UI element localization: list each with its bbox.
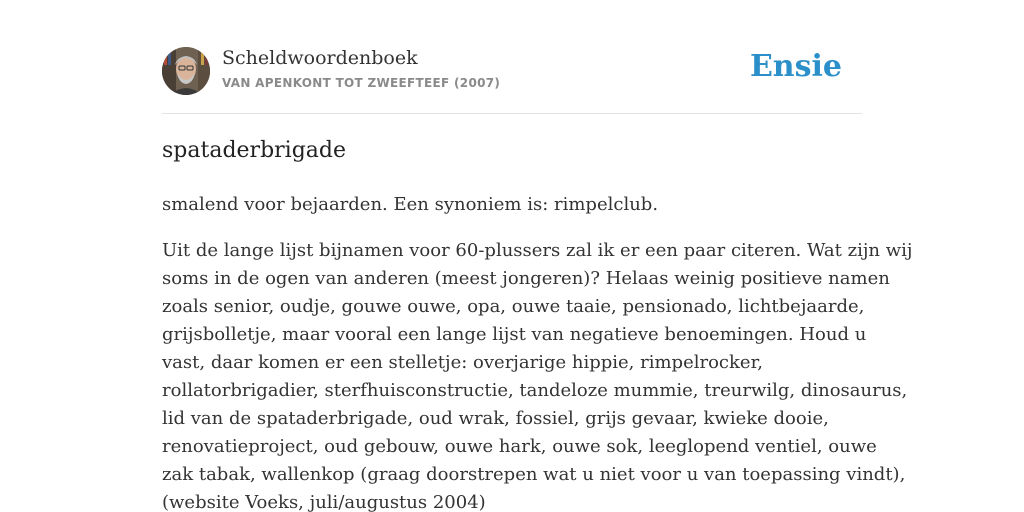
author-subtitle: VAN APENKONT TOT ZWEEFTEEF (2007) [222, 76, 501, 90]
body-line: lid van de spataderbrigade, oud wrak, fossiel, grijs gevaar, kwieke dooie, [162, 408, 829, 429]
entry-body [162, 237, 913, 512]
ensie-logo[interactable]: Ensie [749, 49, 842, 84]
entry-definition: smalend voor bejaarden. Een synoniem is: rimpelclub. [162, 194, 659, 215]
body-line: Uit de lange lijst bijnamen voor 60-plussers zal ik er een paar citeren. Wat zijn wij [162, 240, 913, 261]
author-portrait-icon [162, 47, 210, 95]
body-line: vast, daar komen er een stelletje: overjarige hippie, rimpelrocker, [162, 352, 763, 373]
entry-title: spataderbrigade [162, 138, 347, 163]
author-name[interactable]: Scheldwoordenboek [222, 47, 418, 69]
header-divider [162, 113, 862, 114]
body-line: zoals senior, oudje, gouwe ouwe, opa, ouwe taaie, pensionado, lichtbejaarde, [162, 296, 865, 317]
body-line: (website Voeks, juli/augustus 2004) [162, 492, 486, 512]
body-line: soms in de ogen van anderen (meest jongeren)? Helaas weinig positieve namen [162, 268, 890, 289]
body-line: rollatorbrigadier, sterfhuisconstructie, tandeloze mummie, treurwilg, dinosaurus, [162, 380, 908, 401]
body-line: zak tabak, wallenkop (graag doorstrepen wat u niet voor u van toepassing vindt), [162, 464, 906, 485]
entry-header [162, 46, 862, 98]
author-avatar[interactable] [162, 47, 210, 95]
body-line: renovatieproject, oud gebouw, ouwe hark, ouwe sok, leeglopend ventiel, ouwe [162, 436, 877, 457]
body-line: grijsbolletje, maar vooral een lange lijst van negatieve benoemingen. Houd u [162, 324, 867, 345]
